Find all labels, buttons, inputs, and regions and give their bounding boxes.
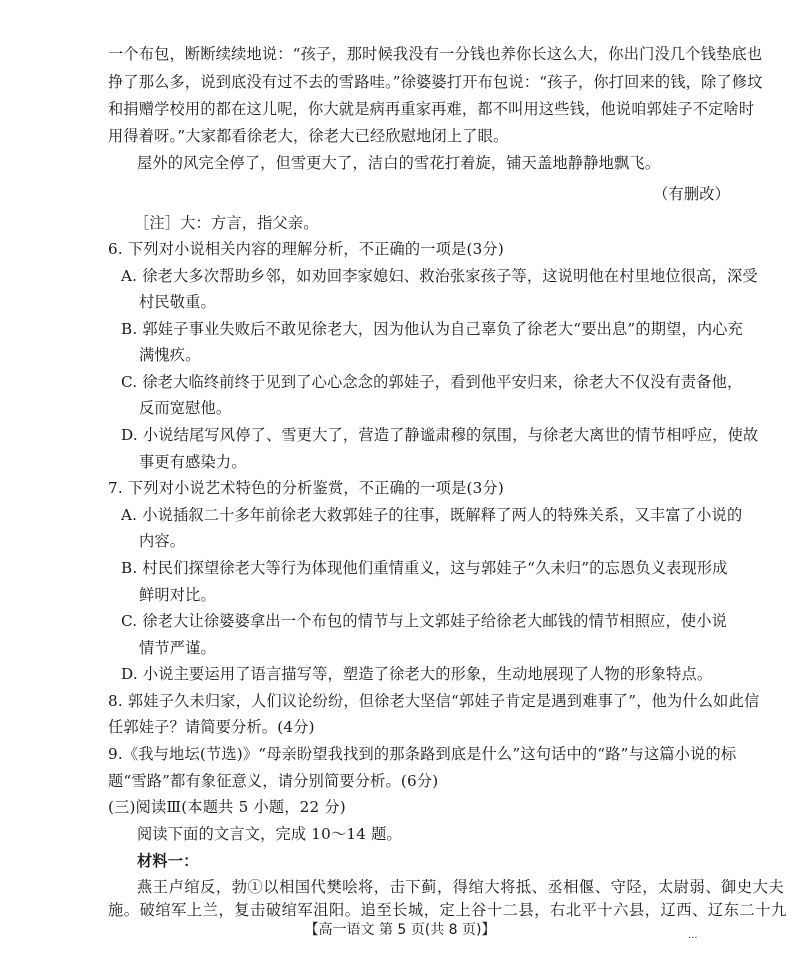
q6-option-a-cont: 村民敬重。 bbox=[139, 293, 216, 311]
question-9-stem: 9.《我与地坛(节选)》“母亲盼望我找到的那条路到底是什么”这句话中的“路”与这篇小说的标 bbox=[108, 745, 737, 763]
corner-mark: ... bbox=[688, 930, 698, 941]
q6-option-b-cont: 满愧疚。 bbox=[139, 346, 201, 364]
question-7-stem: 7. 下列对小说艺术特色的分析鉴赏，不正确的一项是(3分) bbox=[108, 479, 504, 497]
source-note: （有删改） bbox=[653, 185, 730, 203]
q6-option-d: D. 小说结尾写风停了、雪更大了，营造了静谧肃穆的氛围，与徐老大离世的情节相呼应，使故 bbox=[121, 426, 759, 444]
q6-option-c: C. 徐老大临终前终于见到了心心念念的郭娃子，看到他平安归来，徐老大不仅没有责备他， bbox=[121, 373, 743, 391]
story-ending-paragraph: 屋外的风完全停了，但雪更大了，洁白的雪花打着旋，铺天盖地静静地飘飞。 bbox=[137, 154, 661, 172]
story-line-1: 一个布包，断断续续地说：“孩子，那时候我没有一分钱也养你长这么大，你出门没几个钱垫底也 bbox=[108, 45, 763, 63]
section-3-intro: 阅读下面的文言文，完成 10～14 题。 bbox=[137, 825, 402, 843]
annotation-note: ［注］大：方言，指父亲。 bbox=[134, 214, 319, 232]
q7-option-a-cont: 内容。 bbox=[139, 532, 186, 550]
question-9-stem-cont: 题“雪路”都有象征意义，请分别简要分析。(6分) bbox=[108, 772, 439, 790]
section-3-heading: (三)阅读Ⅲ(本题共 5 小题，22 分) bbox=[108, 798, 346, 816]
question-8-stem: 8. 郭娃子久未归家，人们议论纷纷，但徐老大坚信“郭娃子肯定是遇到难事了”，他为什么如此信 bbox=[108, 692, 760, 710]
question-6-stem: 6. 下列对小说相关内容的理解分析，不正确的一项是(3分) bbox=[108, 240, 504, 258]
q6-option-b: B. 郭娃子事业失败后不敢见徐老大，因为他认为自己辜负了徐老大“要出息”的期望，内心充 bbox=[121, 320, 744, 338]
q7-option-c: C. 徐老大让徐婆婆拿出一个布包的情节与上文郭娃子给徐老大邮钱的情节相照应，使小说 bbox=[121, 612, 728, 630]
q6-option-c-cont: 反而宽慰他。 bbox=[139, 399, 232, 417]
page-footer: 【高一语文 第 5 页(共 8 页)】 bbox=[304, 922, 496, 938]
material-label: 材料一： bbox=[137, 852, 199, 870]
q7-option-c-cont: 情节严谨。 bbox=[139, 639, 216, 657]
classical-line-1: 燕王卢绾反，勃①以相国代樊哙将，击下蓟，得绾大将抵、丞相偃、守陉，太尉弱、御史大夫 bbox=[137, 878, 785, 896]
q7-option-a: A. 小说插叙二十多年前徐老大救郭娃子的往事，既解释了两人的特殊关系，又丰富了小说的 bbox=[121, 506, 743, 524]
q7-option-b-cont: 鲜明对比。 bbox=[139, 586, 216, 604]
question-8-stem-cont: 任郭娃子？请简要分析。(4分) bbox=[108, 718, 315, 736]
q7-option-b: B. 村民们探望徐老大等行为体现他们重情重义，这与郭娃子“久未归”的忘恩负义表现形成 bbox=[121, 559, 728, 577]
q7-option-d: D. 小说主要运用了语言描写等，塑造了徐老大的形象，生动地展现了人物的形象特点。 bbox=[121, 665, 713, 683]
story-line-2: 挣了那么多，说到底没有过不去的雪路哇。”徐婆婆打开布包说：“孩子，你打回来的钱，除了修坟 bbox=[108, 73, 763, 91]
classical-line-2: 施。破绾军上兰，复击破绾军沮阳。追至长城，定上谷十二县，右北平十六县，辽西、辽东二十九 bbox=[108, 901, 787, 919]
story-line-4: 用得着呀。”大家都看徐老大，徐老大已经欣慰地闭上了眼。 bbox=[108, 127, 509, 145]
q6-option-d-cont: 事更有感染力。 bbox=[139, 453, 247, 471]
story-line-3: 和捐赠学校用的都在这儿呢，你大就是病再重家再难，都不叫用这些钱，他说咱郭娃子不定啥时 bbox=[108, 100, 755, 118]
q6-option-a: A. 徐老大多次帮助乡邻，如劝回李家媳妇、救治张家孩子等，这说明他在村里地位很高，深受 bbox=[121, 267, 758, 285]
